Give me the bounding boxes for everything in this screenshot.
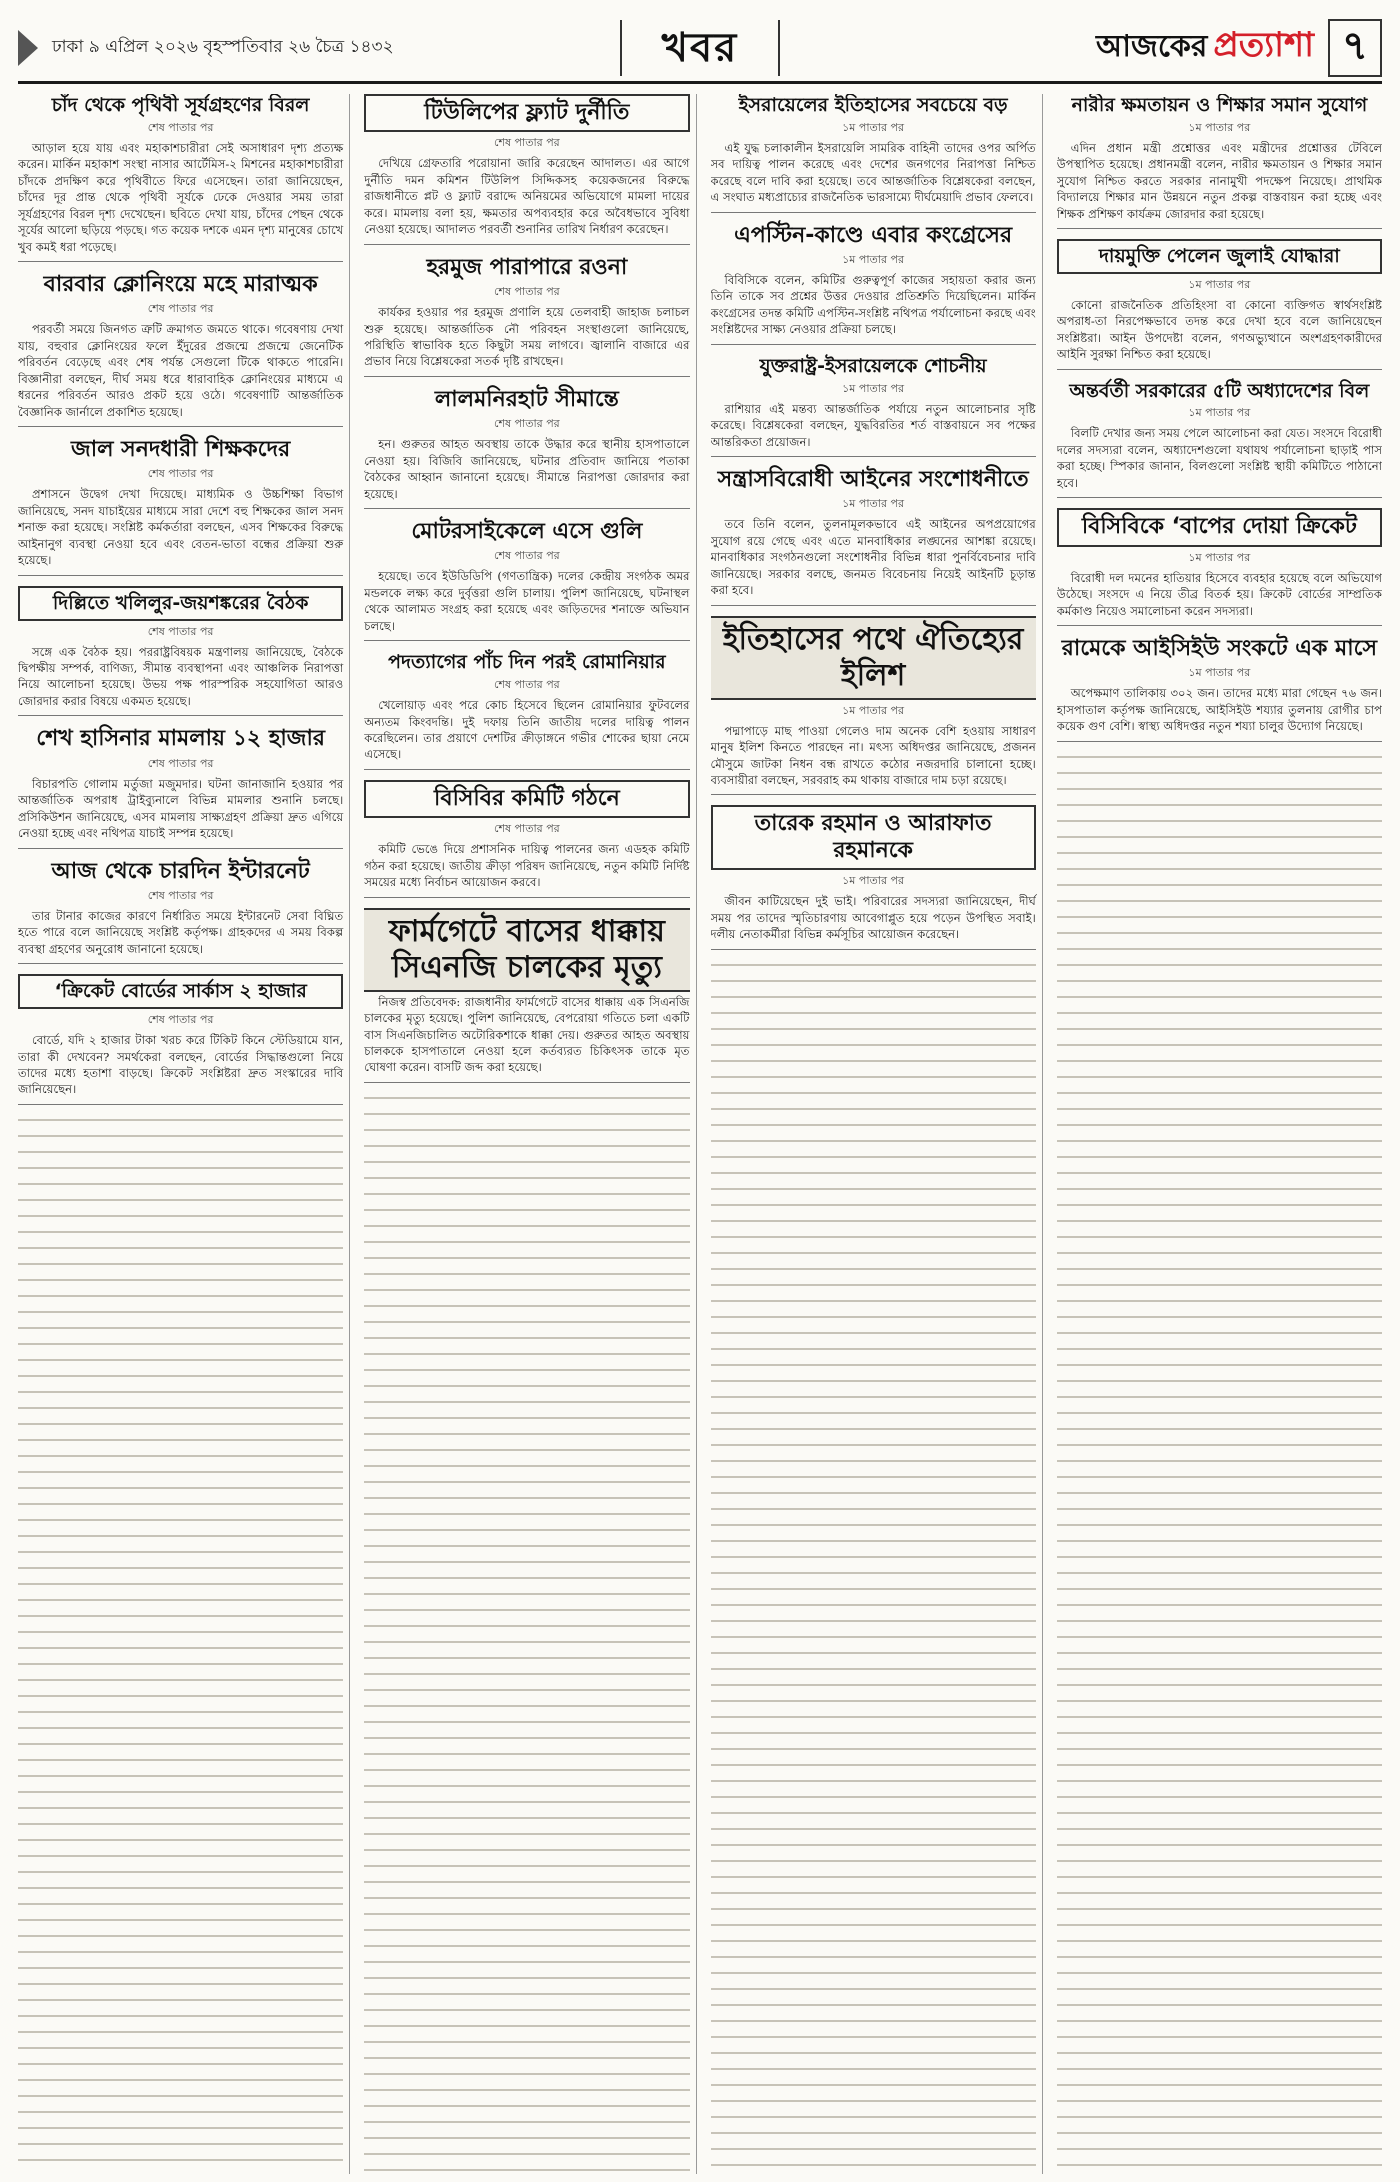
article-body (711, 401, 1036, 452)
article-paragraph: পরবর্তী সময়ে জিনগত ত্রুটি ক্রমাগত জমতে থাকে। গবেষণায় দেখা যায়, বহুবার ক্লোনিংয়ের ফলে ইঁদুরের প্রজন্মে প্রজন্মে জেনেটিক পরিবর্তন বেড়েছে এবং শেষ পর্যন্ত সেগুলো টিকে থাকতে পারেনি। বিজ্ঞানীরা বলছেন, দীর্ঘ সময় ধরে ধারাবাহিক ক্লোনিংয়ের মাধ্যমে এ ধরনের পরিবর্তন আরও প্রকট হয়ে ওঠে। গবেষণাটি আন্তর্জাতিক বৈজ্ঞানিক জার্নালে প্রকাশিত হয়েছে। (18, 322, 344, 419)
article-headline[interactable]: ইতিহাসের পথে ঐতিহ্যের ইলিশ (711, 616, 1036, 700)
article-body (364, 304, 689, 372)
article-headline[interactable]: ইসরায়েলের ইতিহাসের সবচেয়ে বড় (738, 94, 1008, 116)
logo-part-2: প্রত্যাশা (1213, 25, 1314, 65)
divider (18, 426, 343, 427)
article-body (1057, 425, 1382, 493)
jump-line: শেষ পাতার পর (147, 624, 214, 638)
text-filler (18, 1115, 343, 2174)
jump-line: ১ম পাতার পর (842, 253, 905, 266)
article-headline[interactable]: রামেকে আইসিইউ সংকটে এক মাসে (1061, 636, 1377, 662)
jump-line: ১ম পাতার পর (1188, 120, 1251, 134)
divider (18, 848, 343, 849)
article-body (364, 697, 689, 765)
article-body (711, 516, 1036, 600)
divider (18, 715, 343, 716)
article (1057, 380, 1382, 501)
article-body (18, 644, 343, 712)
divider (711, 949, 1036, 950)
divider (1057, 228, 1382, 229)
article (364, 387, 689, 511)
jump-line: ১ম পাতার পর (842, 497, 905, 511)
logo-part-1: আজকের (1096, 29, 1208, 64)
article-paragraph: জীবন কাটিয়েছেন দুই ভাই। পরিবারের সদস্যরা জানিয়েছেন, দীর্ঘ সময় পর তাদের স্মৃতিচারণায় আবেগাপ্লুত হয়ে পড়েন উপস্থিত সবাই। দলীয় নেতাকর্মীরা বিভিন্ন কর্মসূচির আয়োজন করেছেন। (710, 894, 1036, 942)
article (711, 805, 1036, 951)
jump-line: শেষ পাতার পর (147, 1013, 214, 1027)
divider (18, 261, 343, 262)
article-headline[interactable]: আজ থেকে চারদিন ইন্টারনেট (51, 858, 310, 884)
article (364, 94, 689, 247)
divider (18, 963, 343, 964)
jump-line: শেষ পাতার পর (494, 549, 560, 563)
masthead (18, 14, 1382, 84)
text-filler (364, 1093, 689, 2174)
article-body (18, 321, 343, 422)
divider (1057, 741, 1382, 742)
article (18, 974, 343, 1107)
text-filler (1057, 752, 1382, 2174)
divider (711, 794, 1036, 795)
article-body (1057, 140, 1382, 224)
article (364, 519, 689, 643)
article-body (18, 486, 343, 570)
divider (1057, 369, 1382, 370)
article-paragraph: বিচারপতি গোলাম মর্তুজা মজুমদার। ঘটনা জানাজানি হওয়ার পর আন্তর্জাতিক অপরাধ ট্রাইব্যুনালে বিভিন্ন মামলার শুনানি চলছে। প্রসিকিউশন জানিয়েছে, এসব মামলায় সাক্ষ্যগ্রহণ প্রক্রিয়া দ্রুত এগিয়ে নেওয়া হচ্ছে এবং নথিপত্র যাচাই সম্পন্ন হয়েছে। (18, 776, 344, 841)
divider (364, 244, 689, 245)
article-body (364, 994, 689, 1078)
divider (711, 344, 1036, 345)
article-paragraph: অপেক্ষমাণ তালিকায় ৩০২ জন। তাদের মধ্যে মারা গেছেন ৭৬ জন। হাসপাতাল কর্তৃপক্ষ জানিয়েছে, আইসিইউ শয্যার তুলনায় রোগীর চাপ কয়েক গুণ বেশি। স্বাস্থ্য অধিদপ্তর নতুন শয্যা চালুর উদ্যোগ নিয়েছে। (1056, 686, 1382, 734)
article-paragraph: বিবিসিকে বলেন, কমিটির গুরুত্বপূর্ণ কাজের সহায়তা করার জন্য তিনি তাকে সব প্রশ্নের উত্তর দেওয়ার প্রতিশ্রুতি দিয়েছিলেন। মার্কিন কংগ্রেসের তদন্ত কমিটি এপস্টিন-সংশ্লিষ্ট নথিপত্র পর্যালোচনা করছে এবং সংশ্লিষ্টদের সাক্ষ্য নেওয়ার প্রক্রিয়া চলছে। (710, 273, 1036, 337)
jump-line: শেষ পাতার পর (494, 417, 560, 431)
article-paragraph: দেখিয়ে গ্রেফতারি পরোয়ানা জারি করেছেন আদালত। এর আগে দুর্নীতি দমন কমিশন টিউলিপ সিদ্দিকসহ কয়েকজনের বিরুদ্ধে রাজধানীতে প্লট ও ফ্ল্যাট বরাদ্দে অনিয়মের অভিযোগে মামলা দায়ের করে। মামলায় বলা হয়, ক্ষমতার অপব্যবহার করে অবৈধভাবে সুবিধা নেওয়া হয়েছে। আদালত পরবর্তী শুনানির তারিখ নির্ধারণ করেছেন। (364, 156, 690, 237)
divider (711, 456, 1036, 457)
article-body (711, 723, 1036, 791)
article-body (364, 568, 689, 636)
article-headline[interactable]: পদত্যাগের পাঁচ দিন পরই রোমানিয়ার (388, 651, 666, 674)
jump-line: শেষ পাতার পর (494, 136, 560, 150)
newspaper-logo (1096, 19, 1314, 76)
page-number: ৭ (1328, 19, 1382, 77)
article-body (1057, 297, 1382, 365)
divider (364, 1082, 689, 1083)
text-filler (711, 960, 1036, 2174)
article-body (364, 436, 689, 504)
section-title: খবর (620, 20, 781, 76)
jump-line: শেষ পাতার পর (147, 302, 214, 316)
article-paragraph: সঙ্গে এক বৈঠক হয়। পররাষ্ট্রবিষয়ক মন্ত্রণালয় জানিয়েছে, বৈঠকে দ্বিপক্ষীয় সম্পর্ক, বাণিজ্য, সীমান্ত ব্যবস্থাপনা এবং আঞ্চলিক নিরাপত্তা নিয়ে আলোচনা হয়েছে। উভয় পক্ষ পারস্পরিক সহযোগিতা আরও জোরদার করার বিষয়ে একমত হয়েছে। (18, 644, 344, 708)
article-headline[interactable]: অন্তর্বর্তী সরকারের ৫টি অধ্যাদেশের বিল (1069, 379, 1370, 402)
jump-line: শেষ পাতার পর (494, 678, 560, 692)
article-headline[interactable]: ‘ক্রিকেট বোর্ডের সার্কাস ২ হাজার (18, 974, 343, 1009)
article-paragraph: খেলোয়াড় এবং পরে কোচ হিসেবে ছিলেন রোমানিয়ার ফুটবলের অন্যতম কিংবদন্তি। দুই দফায় তিনি জাতীয় দলের দায়িত্ব পালন করেছিলেন। তার প্রয়াণে দেশটির ক্রীড়াঙ্গনে গভীর শোকের ছায়া নেমে এসেছে। (364, 698, 690, 762)
article-paragraph: এদিন প্রধান মন্ত্রী প্রশ্নোত্তর এবং মন্ত্রীদের প্রশ্নোত্তর টেবিলে উপস্থাপিত হয়েছে। প্রধানমন্ত্রী বলেন, নারীর ক্ষমতায়ন ও শিক্ষার সমান সুযোগ নিশ্চিত করতে সরকার নানামুখী পদক্ষেপ নিয়েছে। প্রাথমিক বিদ্যালয়ে শিক্ষার মান উন্নয়নে নতুন প্রকল্প বাস্তবায়ন করা হচ্ছে এবং শিক্ষক প্রশিক্ষণ কার্যক্রম জোরদার করা হয়েছে। (1056, 140, 1382, 221)
article-body (18, 140, 343, 257)
article (364, 651, 689, 772)
jump-line: শেষ পাতার পর (494, 822, 560, 836)
article-headline[interactable]: লালমনিরহাট সীমান্তে (434, 386, 619, 412)
article-headline[interactable]: তারেক রহমান ও আরাফাত রহমানকে (711, 805, 1036, 870)
article (18, 726, 343, 850)
article-body (1057, 570, 1382, 621)
jump-line: শেষ পাতার পর (494, 285, 560, 299)
article-headline[interactable]: টিউলিপের ফ্ল্যাট দুর্নীতি (364, 94, 689, 132)
article (18, 94, 343, 264)
article-paragraph: তবে তিনি বলেন, তুলনামূলকভাবে এই আইনের অপপ্রয়োগের সুযোগ রয়ে গেছে এবং এতে মানবাধিকার লঙ্ঘনের আশঙ্কা রয়েছে। মানবাধিকার সংগঠনগুলো সংশোধনীর বিভিন্ন ধারা পুনর্বিবেচনার দাবি জানিয়েছে। সরকার বলছে, জনমত বিবেচনায় নিয়েই আইনটি চূড়ান্ত করা হবে। (710, 517, 1036, 598)
article (711, 94, 1036, 215)
divider (18, 1104, 343, 1105)
article-body (18, 908, 343, 959)
column-4 (1057, 94, 1382, 2174)
article-body (364, 155, 689, 239)
masthead-left (18, 30, 578, 66)
article-headline[interactable]: দায়মুক্তি পেলেন জুলাই যোদ্ধারা (1057, 239, 1382, 274)
article-paragraph: রাশিয়ার এই মন্তব্য আন্তর্জাতিক পর্যায়ে নতুন আলোচনার সৃষ্টি করেছে। বিশ্লেষকেরা বলছেন, যুদ্ধবিরতির শর্ত বাস্তবায়নে সব পক্ষের আন্তরিকতা প্রয়োজন। (710, 401, 1036, 449)
article (711, 223, 1036, 347)
article-headline[interactable]: সন্ত্রাসবিরোধী আইনের সংশোধনীতে (717, 466, 1029, 492)
article (1057, 636, 1382, 744)
article-headline[interactable]: বিসিবির কমিটি গঠনে (364, 780, 689, 818)
article-paragraph: কমিটি ভেঙে দিয়ে প্রশাসনিক দায়িত্ব পালনের জন্য এডহক কমিটি গঠন করা হয়েছে। জাতীয় ক্রীড়া পরিষদ জানিয়েছে, নতুন কমিটি নির্দিষ্ট সময়ের মধ্যে নির্বাচন আয়োজন করবে। (364, 842, 690, 890)
article-headline[interactable]: নারীর ক্ষমতায়ন ও শিক্ষার সমান সুযোগ (1071, 94, 1368, 116)
jump-line: শেষ পাতার পর (147, 888, 214, 902)
jump-line: ১ম পাতার পর (1188, 666, 1251, 680)
divider (364, 376, 689, 377)
article (1057, 94, 1382, 231)
divider (18, 575, 343, 576)
divider (711, 212, 1036, 213)
article-paragraph: কার্যকর হওয়ার পর হরমুজ প্রণালি হয়ে তেলবাহী জাহাজ চলাচল শুরু হয়েছে। আন্তর্জাতিক নৌ পরিবহন সংস্থাগুলো জানিয়েছে, পরিস্থিতি স্বাভাবিক হতে কিছুটা সময় লাগবে। জ্বালানি বাজারে এর প্রভাব নিয়ে বিশ্লেষকেরা সতর্ক দৃষ্টি রাখছেন। (364, 305, 690, 369)
article-headline[interactable]: বিসিবিকে ‘বাপের দোয়া ক্রিকেট (1057, 508, 1382, 546)
article-headline[interactable]: ফার্মগেটে বাসের ধাক্কায় সিএনজি চালকের মৃত্যু (364, 908, 689, 992)
article-paragraph: হন। গুরুতর আহত অবস্থায় তাকে উদ্ধার করে স্থানীয় হাসপাতালে নেওয়া হয়। বিজিবি জানিয়েছে, ঘটনার প্রতিবাদ জানিয়ে পতাকা বৈঠকের আহ্বান জানানো হয়েছে। সীমান্তে নিরাপত্তা জোরদার করা হয়েছে। (364, 437, 690, 501)
article (711, 616, 1036, 798)
article (18, 437, 343, 578)
article-paragraph: বোর্ডে, যদি ২ হাজার টাকা খরচ করে টিকিট কিনে স্টেডিয়ামে যান, তারা কী দেখবেন? সমর্থকেরা বলছেন, বোর্ডের সিদ্ধান্তগুলো নিয়ে তাদের মধ্যে হতাশা বাড়ছে। ক্রিকেট সংশ্লিষ্টরা দ্রুত সংস্কারের দাবি জানিয়েছেন। (18, 1033, 344, 1097)
article (364, 255, 689, 379)
article-paragraph: তার টানার কাজের কারণে নির্ধারিত সময়ে ইন্টারনেট সেবা বিঘ্নিত হতে পারে বলে জানিয়েছে সংশ্লিষ্ট কর্তৃপক্ষ। গ্রাহকদের এ সময় বিকল্প ব্যবস্থা গ্রহণের অনুরোধ জানানো হয়েছে। (18, 908, 344, 956)
divider (1057, 497, 1382, 498)
article-body (711, 893, 1036, 944)
article-paragraph: হয়েছে। তবে ইউডিডিপি (গণতান্ত্রিক) দলের কেন্দ্রীয় সংগঠক অমর মন্ডলকে লক্ষ্য করে দুর্বৃত্তরা গুলি চালায়। পুলিশ জানিয়েছে, ঘটনাস্থল থেকে আলামত সংগ্রহ করা হয়েছে এবং জড়িতদের শনাক্তে অভিযান চলছে। (364, 569, 690, 633)
divider (711, 605, 1036, 606)
article-body (1057, 685, 1382, 736)
issue-date: ঢাকা ৯ এপ্রিল ২০২৬ বৃহস্পতিবার ২৬ চৈত্র ১৪৩২ (52, 36, 394, 57)
article-body (711, 140, 1036, 208)
article (711, 467, 1036, 608)
article-columns (18, 94, 1382, 2174)
article-headline[interactable]: মোটরসাইকেলে এসে গুলি (411, 519, 643, 545)
divider (1057, 625, 1382, 626)
jump-line: ১ম পাতার পর (842, 381, 905, 395)
jump-line: ১ম পাতার পর (842, 874, 905, 888)
column-3 (711, 94, 1043, 2174)
divider (364, 897, 689, 898)
jump-line: ১ম পাতার পর (1188, 406, 1251, 420)
jump-line: শেষ পাতার পর (147, 756, 214, 770)
article-paragraph: বিরোধী দল দমনের হাতিয়ার হিসেবে ব্যবহার হয়েছে বলে অভিযোগ উঠেছে। সংসদে এ নিয়ে তীব্র বিতর্ক হয়। ক্রিকেট বোর্ডের সাম্প্রতিক কর্মকাণ্ড নিয়েও সমালোচনা করেন সদস্যরা। (1056, 570, 1382, 618)
article (1057, 239, 1382, 372)
article (18, 586, 343, 719)
article-paragraph: বিলটি দেখার জন্য সময় পেলে আলোচনা করা যেত। সংসদে বিরোধী দলের সদস্যরা বলেন, অধ্যাদেশগুলো যথাযথ পর্যালোচনা ছাড়াই পাস করা হচ্ছে। স্পিকার জানান, বিলগুলো সংশ্লিষ্ট স্থায়ী কমিটিতে পাঠানো হবে। (1056, 426, 1382, 490)
article-paragraph: প্রশাসনে উদ্বেগ দেখা দিয়েছে। মাধ্যমিক ও উচ্চশিক্ষা বিভাগ জানিয়েছে, সনদ যাচাইয়ের মাধ্যমে সারা দেশে বহু শিক্ষকের জাল সনদ শনাক্ত করা হয়েছে। সংশ্লিষ্ট কর্মকর্তারা বলছেন, এসব শিক্ষকের বিরুদ্ধে আইনানুগ ব্যবস্থা নেওয়া হবে এবং বেতন-ভাতা বন্ধের প্রক্রিয়া শুরু হয়েছে। (18, 487, 344, 568)
article (364, 780, 689, 900)
jump-line: ১ম পাতার পর (1188, 550, 1251, 564)
article-headline[interactable]: হরমুজ পারাপারে রওনা (426, 254, 628, 280)
article (18, 272, 343, 429)
article (18, 859, 343, 967)
jump-line: শেষ পাতার পর (147, 120, 214, 134)
article-body (18, 776, 343, 844)
article-headline[interactable]: এপস্টিন-কাণ্ডে এবার কংগ্রেসের (734, 222, 1013, 248)
article-headline[interactable]: চাঁদ থেকে পৃথিবী সূর্যগ্রহণের বিরল (51, 94, 310, 116)
article-body (18, 1032, 343, 1100)
jump-line: ১ম পাতার পর (842, 703, 905, 717)
article (364, 908, 689, 1085)
article-headline[interactable]: যুক্তরাষ্ট্র-ইসরায়েলকে শোচনীয় (759, 354, 987, 377)
jump-line: ১ম পাতার পর (842, 120, 905, 134)
jump-line: ১ম পাতার পর (1188, 277, 1251, 291)
article-headline[interactable]: জাল সনদধারী শিক্ষকদের (71, 437, 291, 463)
article-paragraph: নিজস্ব প্রতিবেদক: রাজধানীর ফার্মগেটে বাসের ধাক্কায় এক সিএনজি চালকের মৃত্যু হয়েছে। পুলিশ জানিয়েছে, বেপরোয়া গতিতে চলা একটি বাস সিএনজিচালিত অটোরিকশাকে ধাক্কা দেয়। গুরুতর আহত অবস্থায় চালককে হাসপাতালে নেওয়া হলে কর্তব্যরত চিকিৎসক তাকে মৃত ঘোষণা করেন। বাসটি জব্দ করা হয়েছে। (364, 994, 690, 1075)
article-paragraph: পদ্মাপাড়ে মাছ পাওয়া গেলেও দাম অনেক বেশি হওয়ায় সাধারণ মানুষ ইলিশ কিনতে পারছেন না। মৎস্য অধিদপ্তর জানিয়েছে, প্রজনন মৌসুমে জাটকা নিধন বন্ধ রাখতে কঠোর নজরদারি চালানো হচ্ছে। ব্যবসায়ীরা বলছেন, সরবরাহ কম থাকায় বাজারে দাম চড়া রয়েছে। (710, 723, 1036, 787)
article-headline[interactable]: শেখ হাসিনার মামলায় ১২ হাজার (36, 726, 325, 752)
article-body (364, 841, 689, 892)
column-1 (18, 94, 350, 2174)
divider (364, 508, 689, 509)
article-headline[interactable]: বারবার ক্লোনিংয়ে মহে মারাত্মক (43, 271, 318, 297)
article (1057, 508, 1382, 628)
article-headline[interactable]: দিল্লিতে খলিলুর-জয়শঙ্করের বৈঠক (18, 586, 343, 621)
column-2 (364, 94, 696, 2174)
article-paragraph: আড়াল হয়ে যায় এবং মহাকাশচারীরা সেই অসাধারণ দৃশ্য প্রত্যক্ষ করেন। মার্কিন মহাকাশ সংস্থা নাসার আর্টেমিস-২ মিশনের মহাকাশচারীরা চাঁদকে প্রদক্ষিণ করে পৃথিবীতে ফিরে এসেছেন। তারা জানিয়েছেন, চাঁদের দূর প্রান্ত থেকে পৃথিবী সূর্যকে ঢেকে দেওয়ার সময় তারা সূর্যগ্রহণের বিরল দৃশ্য দেখেছেন। ছবিতে দেখা যায়, চাঁদের পেছন থেকে সূর্যের আলো ছড়িয়ে পড়ছে। গত কয়েক দশকে এমন দৃশ্য মানুষের চোখে খুব কমই ধরা পড়েছে। (18, 140, 344, 254)
masthead-right (822, 19, 1382, 77)
article-paragraph: কোনো রাজনৈতিক প্রতিহিংসা বা কোনো ব্যক্তিগত স্বার্থসংশ্লিষ্ট অপরাধ-তা নিরপেক্ষভাবে তদন্ত করে দেখা হবে বলে জানিয়েছেন সংশ্লিষ্টরা। আইন উপদেষ্টা বলেন, গণঅভ্যুত্থানে অংশগ্রহণকারীদের আইনি সুরক্ষা নিশ্চিত করা হয়েছে। (1056, 297, 1382, 362)
jump-line: শেষ পাতার পর (147, 467, 214, 481)
article-body (711, 272, 1036, 340)
article (711, 355, 1036, 459)
arrow-icon (18, 30, 38, 66)
divider (364, 640, 689, 641)
article-paragraph: এই যুদ্ধ চলাকালীন ইসরায়েলি সামরিক বাহিনী তাদের ওপর অর্পিত সব দায়িত্ব পালন করেছে এবং দেশের জনগণের নিরাপত্তা নিশ্চিত করেছে বলে দাবি করা হয়েছে। তবে আন্তর্জাতিক বিশ্লেষকেরা বলছেন, এ সংঘাত মধ্যপ্রাচ্যের রাজনৈতিক ভারসাম্যে দীর্ঘমেয়াদি প্রভাব ফেলবে। (710, 140, 1036, 205)
divider (364, 769, 689, 770)
